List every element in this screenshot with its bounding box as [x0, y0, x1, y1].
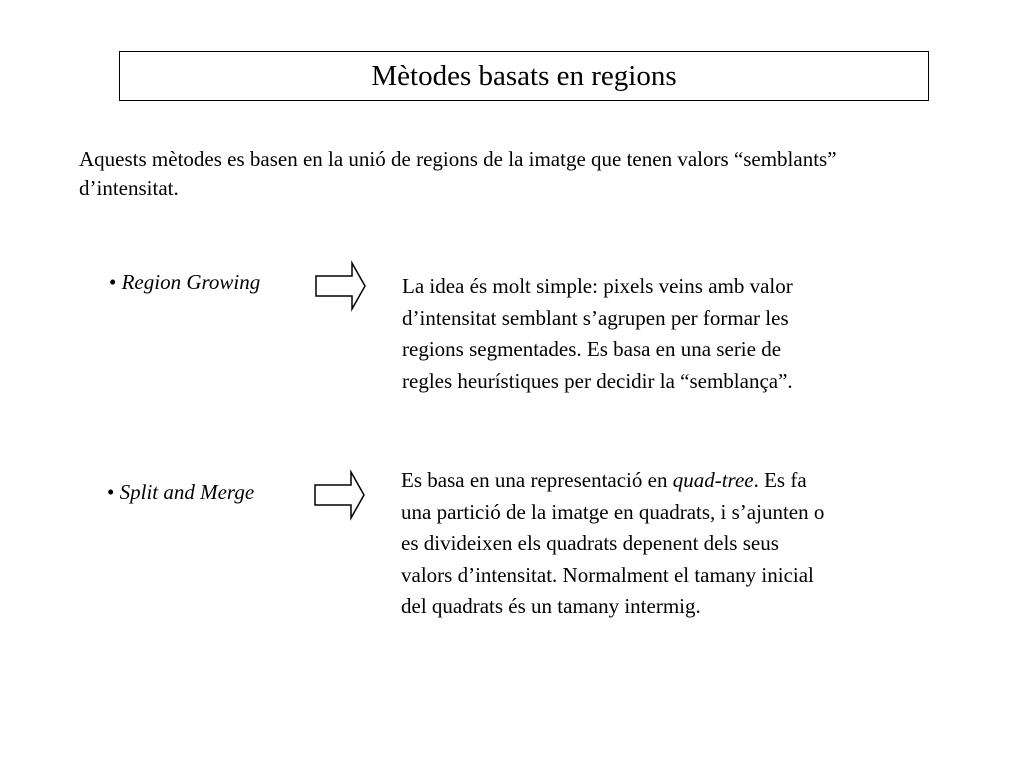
description-line: valors d’intensitat. Normalment el tamany inicial: [401, 562, 814, 587]
intro-paragraph: Aquests mètodes es basen en la unió de regions de la imatge que tenen valors “semblants” d’intensitat.: [79, 147, 837, 200]
description-line: es divideixen els quadrats depenent dels seus: [401, 531, 779, 555]
description-line: regions segmentades. Es basa en una serie de: [402, 337, 782, 361]
description-line: del quadrats és un tamany intermig.: [401, 594, 701, 618]
description-line: una partició de la imatge en quadrats, i s’ajunten o: [401, 499, 825, 524]
description-region-growing: [402, 271, 902, 397]
bullet-split-and-merge: [107, 478, 254, 507]
slide-title: Mètodes basats en regions: [371, 59, 677, 92]
bullet-region-growing: [109, 268, 260, 297]
slide-title-box: [119, 51, 929, 101]
description-text: . Es fa: [753, 468, 807, 492]
right-arrow-icon: [312, 469, 367, 521]
bullet-label: Split and Merge: [119, 480, 255, 504]
description-line: regles heurístiques per decidir la “semblança”.: [402, 368, 793, 393]
bullet-marker: •: [107, 480, 115, 504]
bullet-label: Region Growing: [121, 270, 261, 294]
bullet-marker: •: [109, 270, 117, 294]
description-line: d’intensitat semblant s’agrupen per formar les: [402, 305, 789, 330]
description-split-and-merge: [401, 465, 941, 623]
right-arrow-icon: [313, 260, 368, 312]
description-line: [401, 465, 941, 497]
description-line: La idea és molt simple: pixels veins amb valor: [402, 274, 793, 298]
quad-tree-term: quad-tree: [672, 468, 754, 492]
description-text: Es basa en una representació en: [401, 468, 673, 492]
